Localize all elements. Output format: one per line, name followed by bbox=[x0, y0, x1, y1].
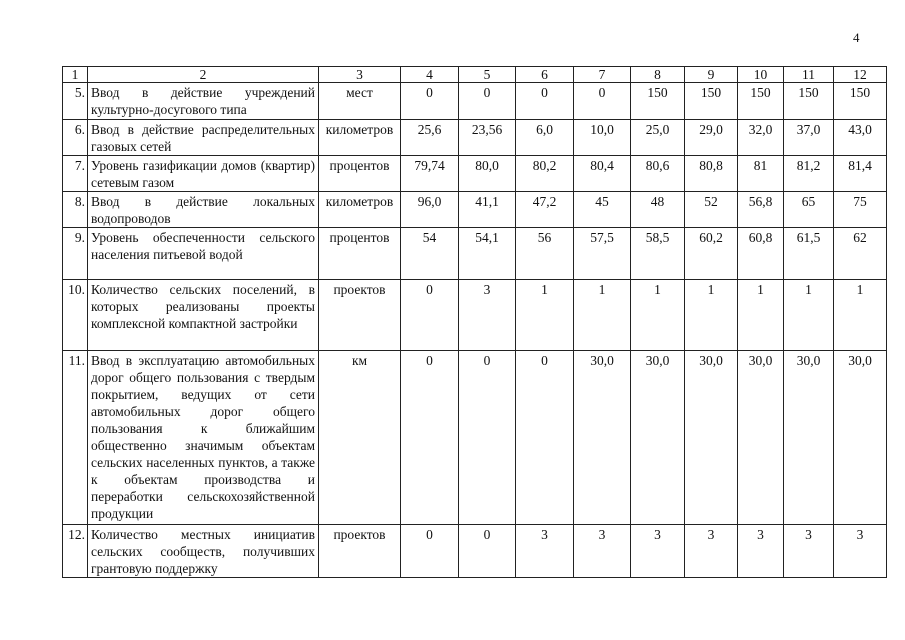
value-cell: 150 bbox=[685, 83, 738, 120]
value-cell: 0 bbox=[516, 83, 574, 120]
value-cell: 30,0 bbox=[784, 351, 834, 525]
value-cell: 150 bbox=[738, 83, 784, 120]
unit-cell: процентов bbox=[319, 156, 401, 192]
header-row bbox=[63, 67, 887, 83]
table-row bbox=[63, 192, 887, 228]
value-cell: 3 bbox=[834, 525, 887, 578]
table-row bbox=[63, 228, 887, 280]
indicator-name: Ввод в действие локальных водопроводов bbox=[88, 192, 319, 228]
value-cell: 25,0 bbox=[631, 120, 685, 156]
value-cell: 1 bbox=[784, 280, 834, 351]
value-cell: 0 bbox=[516, 351, 574, 525]
value-cell: 79,74 bbox=[401, 156, 459, 192]
row-number: 7. bbox=[63, 156, 88, 192]
value-cell: 3 bbox=[516, 525, 574, 578]
value-cell: 96,0 bbox=[401, 192, 459, 228]
row-number: 12. bbox=[63, 525, 88, 578]
value-cell: 1 bbox=[834, 280, 887, 351]
value-cell: 10,0 bbox=[574, 120, 631, 156]
row-number: 6. bbox=[63, 120, 88, 156]
value-cell: 56 bbox=[516, 228, 574, 280]
value-cell: 61,5 bbox=[784, 228, 834, 280]
row-number: 5. bbox=[63, 83, 88, 120]
header-cell: 1 bbox=[63, 67, 88, 83]
value-cell: 6,0 bbox=[516, 120, 574, 156]
value-cell: 47,2 bbox=[516, 192, 574, 228]
value-cell: 41,1 bbox=[459, 192, 516, 228]
header-cell: 5 bbox=[459, 67, 516, 83]
value-cell: 52 bbox=[685, 192, 738, 228]
header-cell: 12 bbox=[834, 67, 887, 83]
value-cell: 23,56 bbox=[459, 120, 516, 156]
value-cell: 1 bbox=[516, 280, 574, 351]
value-cell: 30,0 bbox=[738, 351, 784, 525]
unit-cell: процентов bbox=[319, 228, 401, 280]
value-cell: 32,0 bbox=[738, 120, 784, 156]
header-cell: 6 bbox=[516, 67, 574, 83]
value-cell: 80,2 bbox=[516, 156, 574, 192]
row-number: 9. bbox=[63, 228, 88, 280]
value-cell: 54,1 bbox=[459, 228, 516, 280]
unit-cell: километров bbox=[319, 120, 401, 156]
value-cell: 0 bbox=[459, 351, 516, 525]
value-cell: 30,0 bbox=[631, 351, 685, 525]
indicator-name: Уровень газификации домов (квартир) сетевым газом bbox=[88, 156, 319, 192]
header-cell: 7 bbox=[574, 67, 631, 83]
header-cell: 11 bbox=[784, 67, 834, 83]
value-cell: 65 bbox=[784, 192, 834, 228]
table-row bbox=[63, 280, 887, 351]
unit-cell: проектов bbox=[319, 525, 401, 578]
value-cell: 3 bbox=[459, 280, 516, 351]
unit-cell: мест bbox=[319, 83, 401, 120]
header-cell: 10 bbox=[738, 67, 784, 83]
value-cell: 0 bbox=[401, 525, 459, 578]
value-cell: 43,0 bbox=[834, 120, 887, 156]
header-cell: 9 bbox=[685, 67, 738, 83]
indicator-name: Ввод в действие учреждений культурно-досугового типа bbox=[88, 83, 319, 120]
value-cell: 150 bbox=[631, 83, 685, 120]
value-cell: 60,2 bbox=[685, 228, 738, 280]
value-cell: 60,8 bbox=[738, 228, 784, 280]
value-cell: 3 bbox=[631, 525, 685, 578]
value-cell: 30,0 bbox=[574, 351, 631, 525]
value-cell: 30,0 bbox=[834, 351, 887, 525]
unit-cell: километров bbox=[319, 192, 401, 228]
value-cell: 0 bbox=[459, 83, 516, 120]
value-cell: 0 bbox=[401, 83, 459, 120]
value-cell: 1 bbox=[738, 280, 784, 351]
indicators-table bbox=[62, 66, 887, 578]
value-cell: 48 bbox=[631, 192, 685, 228]
table-row bbox=[63, 120, 887, 156]
value-cell: 3 bbox=[685, 525, 738, 578]
value-cell: 62 bbox=[834, 228, 887, 280]
value-cell: 75 bbox=[834, 192, 887, 228]
indicator-name: Количество местных инициатив сельских сообществ, получивших грантовую поддержку bbox=[88, 525, 319, 578]
value-cell: 150 bbox=[834, 83, 887, 120]
value-cell: 3 bbox=[574, 525, 631, 578]
indicator-name: Количество сельских поселений, в которых реализованы проекты комплексной компактной застройки bbox=[88, 280, 319, 351]
table-row bbox=[63, 156, 887, 192]
value-cell: 58,5 bbox=[631, 228, 685, 280]
unit-cell: км bbox=[319, 351, 401, 525]
unit-cell: проектов bbox=[319, 280, 401, 351]
value-cell: 3 bbox=[784, 525, 834, 578]
row-number: 11. bbox=[63, 351, 88, 525]
value-cell: 3 bbox=[738, 525, 784, 578]
header-cell: 4 bbox=[401, 67, 459, 83]
value-cell: 54 bbox=[401, 228, 459, 280]
value-cell: 0 bbox=[459, 525, 516, 578]
value-cell: 81,2 bbox=[784, 156, 834, 192]
table-row bbox=[63, 525, 887, 578]
value-cell: 25,6 bbox=[401, 120, 459, 156]
indicator-name: Уровень обеспеченности сельского населения питьевой водой bbox=[88, 228, 319, 280]
value-cell: 0 bbox=[574, 83, 631, 120]
value-cell: 81,4 bbox=[834, 156, 887, 192]
row-number: 8. bbox=[63, 192, 88, 228]
value-cell: 1 bbox=[574, 280, 631, 351]
value-cell: 150 bbox=[784, 83, 834, 120]
table-row bbox=[63, 351, 887, 525]
value-cell: 1 bbox=[685, 280, 738, 351]
value-cell: 1 bbox=[631, 280, 685, 351]
value-cell: 80,4 bbox=[574, 156, 631, 192]
indicator-name: Ввод в эксплуатацию автомобильных дорог общего пользования с твердым покрытием, ведущих от сети автомобильных дорог общего пользования к ближайшим общественно значимым объектам сельских населенных пунктов, а также к объектам производства и переработки сельскохозяйственной продукции bbox=[88, 351, 319, 525]
value-cell: 57,5 bbox=[574, 228, 631, 280]
value-cell: 56,8 bbox=[738, 192, 784, 228]
header-cell: 2 bbox=[88, 67, 319, 83]
header-cell: 3 bbox=[319, 67, 401, 83]
value-cell: 0 bbox=[401, 351, 459, 525]
page-number: 4 bbox=[853, 30, 860, 45]
value-cell: 80,0 bbox=[459, 156, 516, 192]
table-row bbox=[63, 83, 887, 120]
value-cell: 45 bbox=[574, 192, 631, 228]
value-cell: 37,0 bbox=[784, 120, 834, 156]
value-cell: 30,0 bbox=[685, 351, 738, 525]
header-cell: 8 bbox=[631, 67, 685, 83]
value-cell: 0 bbox=[401, 280, 459, 351]
value-cell: 81 bbox=[738, 156, 784, 192]
indicator-name: Ввод в действие распределительных газовых сетей bbox=[88, 120, 319, 156]
row-number: 10. bbox=[63, 280, 88, 351]
value-cell: 29,0 bbox=[685, 120, 738, 156]
value-cell: 80,8 bbox=[685, 156, 738, 192]
value-cell: 80,6 bbox=[631, 156, 685, 192]
